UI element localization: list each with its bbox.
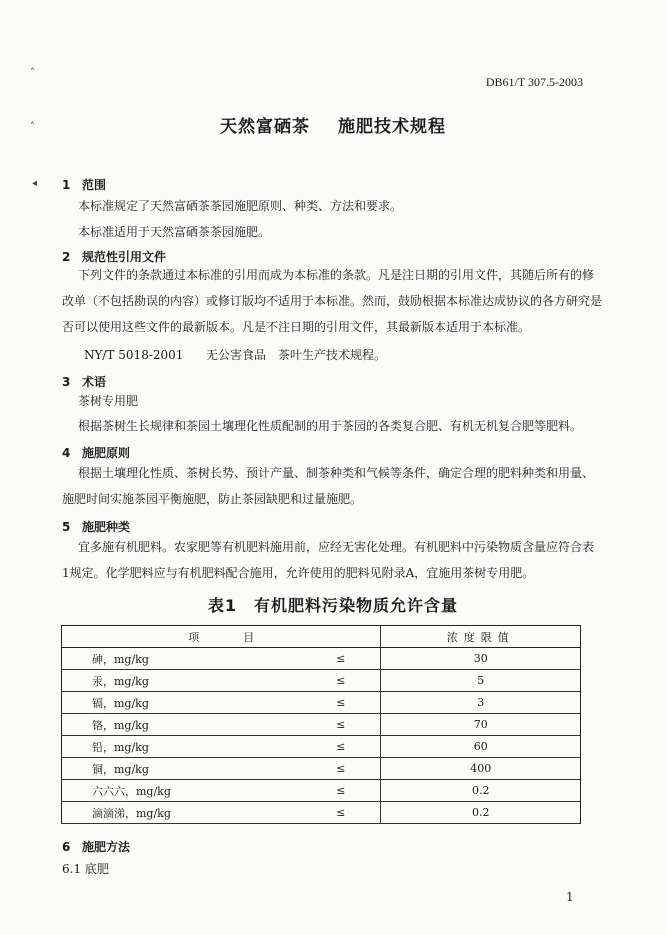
table-row	[62, 692, 581, 714]
limit-value: 3	[381, 692, 581, 714]
standard-code: DB61/T 307.5-2003	[485, 75, 583, 89]
subsection-heading: 6.1 底肥	[62, 862, 109, 876]
section-heading-methods: 6 施肥方法	[62, 840, 131, 854]
limit-value: 5	[381, 670, 581, 692]
paragraph: 1规定。化学肥料应与有机肥料配合施用，允许使用的肥料见附录A，宜施用茶树专用肥。	[62, 566, 535, 580]
table-row	[62, 758, 581, 780]
paragraph: 本标准适用于天然富硒茶茶园施肥。	[78, 225, 271, 239]
comparison-operator: ≤	[301, 692, 381, 714]
table-row	[62, 736, 581, 758]
table-row	[62, 714, 581, 736]
comparison-operator: ≤	[301, 648, 381, 670]
table-row	[62, 670, 581, 692]
comparison-operator: ≤	[301, 670, 381, 692]
pollutant-name: 铜，mg/kg	[62, 758, 302, 780]
limit-value: 400	[381, 758, 581, 780]
paragraph: 根据茶树生长规律和茶园土壤理化性质配制的用于茶园的各类复合肥、有机无机复合肥等肥料。	[78, 419, 583, 433]
comparison-operator: ≤	[301, 758, 381, 780]
paragraph: 下列文件的条款通过本标准的引用而成为本标准的条款。凡是注日期的引用文件，其随后所有的修	[78, 268, 595, 282]
table-row	[62, 780, 581, 802]
section-heading-references: 2 规范性引用文件	[62, 250, 167, 264]
limit-value: 0.2	[381, 802, 581, 824]
reference-name: 无公害食品 茶叶生产技术规程。	[206, 348, 387, 362]
scan-mark: ˄	[30, 122, 35, 133]
section-heading-scope: 1 范围	[62, 178, 107, 192]
pollutant-name: 镉，mg/kg	[62, 692, 302, 714]
limit-value: 60	[381, 736, 581, 758]
paragraph: 宜多施有机肥料。农家肥等有机肥料施用前，应经无害化处理。有机肥料中污染物质含量应符合表	[78, 540, 595, 554]
comparison-operator: ≤	[301, 736, 381, 758]
section-heading-types: 5 施肥种类	[62, 520, 131, 534]
table-row	[62, 648, 581, 670]
column-header-limit: 浓度限值	[381, 626, 581, 648]
pollutant-limit-table	[61, 625, 581, 824]
paragraph: 改单（不包括勘误的内容）或修订版均不适用于本标准。然而，鼓励根据本标准达成协议的各方研究是	[62, 294, 603, 308]
paragraph: 根据土壤理化性质、茶树长势、预计产量、制茶种类和气候等条件，确定合理的肥料种类和用量、	[78, 466, 595, 480]
pollutant-name: 六六六，mg/kg	[62, 780, 302, 802]
reference-code: NY/T 5018-2001	[84, 348, 184, 362]
comparison-operator: ≤	[301, 714, 381, 736]
table-header-row	[62, 626, 581, 648]
paragraph: 施肥时间实施茶园平衡施肥，防止茶园缺肥和过量施肥。	[62, 492, 363, 506]
scan-mark: ˄	[30, 68, 35, 79]
document-title: 天然富硒茶 施肥技术规程	[220, 117, 446, 137]
comparison-operator: ≤	[301, 780, 381, 802]
pollutant-name: 汞，mg/kg	[62, 670, 302, 692]
page-number: 1	[566, 890, 574, 904]
pollutant-name: 铬，mg/kg	[62, 714, 302, 736]
table-title: 表1 有机肥料污染物质允许含量	[207, 596, 459, 615]
section-heading-terms: 3 术语	[62, 375, 107, 389]
pollutant-name: 铅，mg/kg	[62, 736, 302, 758]
paragraph: 本标准规定了天然富硒茶茶园施肥原则、种类、方法和要求。	[78, 199, 403, 213]
column-header-item: 项 目	[62, 626, 381, 648]
section-heading-principles: 4 施肥原则	[62, 446, 131, 460]
pollutant-name: 砷，mg/kg	[62, 648, 302, 670]
limit-value: 30	[381, 648, 581, 670]
term: 茶树专用肥	[78, 394, 139, 408]
paragraph: 否可以使用这些文件的最新版本。凡是不注日期的引用文件，其最新版本适用于本标准。	[62, 320, 531, 334]
scan-mark: ◂	[32, 178, 38, 189]
comparison-operator: ≤	[301, 802, 381, 824]
limit-value: 70	[381, 714, 581, 736]
table-row	[62, 802, 581, 824]
pollutant-name: 滴滴涕，mg/kg	[62, 802, 302, 824]
limit-value: 0.2	[381, 780, 581, 802]
